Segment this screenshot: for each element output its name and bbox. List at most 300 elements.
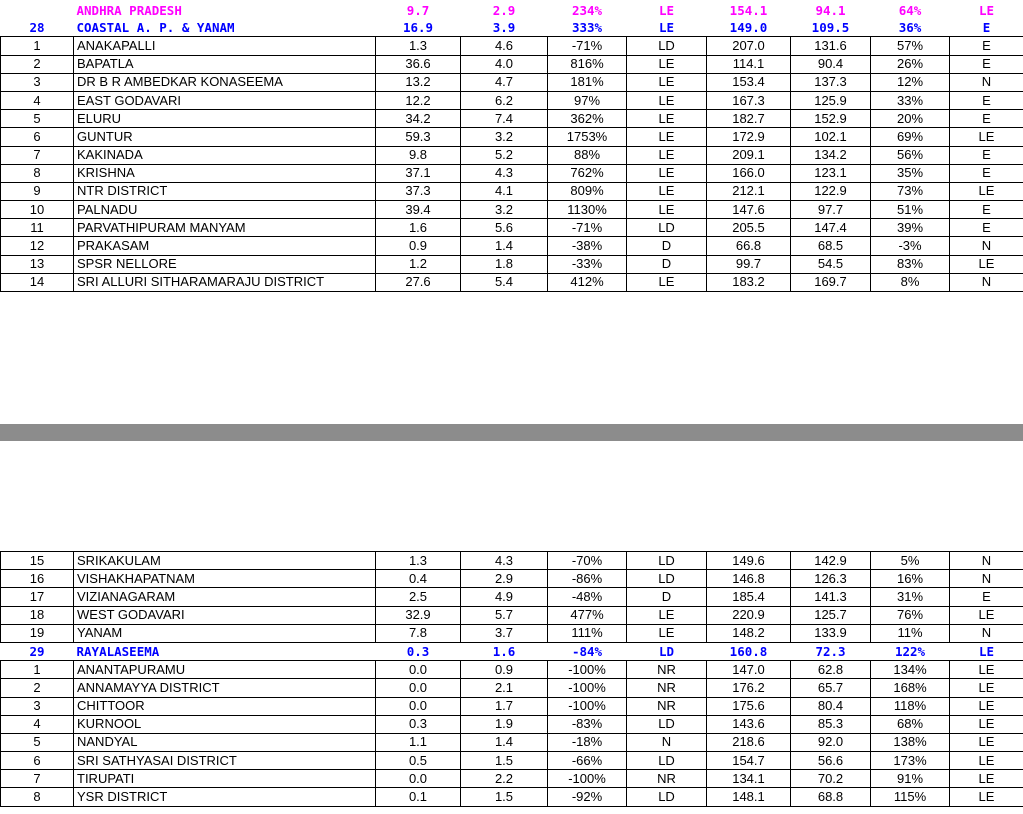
district-name-cell: TIRUPATI [74, 770, 376, 788]
actual-value-cell: 1.3 [376, 37, 461, 55]
cumulative-departure-cell: 134% [871, 661, 950, 679]
departure-percent-cell: -86% [548, 570, 627, 588]
category-cell: LE [627, 273, 707, 291]
category-cell: NR [627, 661, 707, 679]
normal-value-cell: 3.2 [461, 128, 548, 146]
cumulative-category-cell: E [950, 37, 1023, 55]
departure-percent-cell: -100% [548, 770, 627, 788]
actual-value-cell: 2.5 [376, 588, 461, 606]
district-name-cell: KRISHNA [74, 164, 376, 182]
normal-value-cell: 4.7 [461, 73, 548, 91]
cumulative-category-cell: LE [950, 697, 1023, 715]
cumulative-category-cell: N [950, 570, 1023, 588]
departure-percent-cell: -100% [548, 661, 627, 679]
cumulative-departure-cell: 138% [871, 733, 950, 751]
cumulative-departure-cell: 12% [871, 73, 950, 91]
departure-percent-cell: 234% [571, 2, 603, 18]
table-row [1, 237, 1023, 255]
cumulative-departure-cell: 115% [871, 788, 950, 806]
district-name-cell: ANNAMAYYA DISTRICT [74, 679, 376, 697]
serial-number-cell: 28 [29, 19, 45, 35]
cumulative-actual-cell: 148.2 [707, 624, 791, 642]
cumulative-departure-cell: 26% [871, 55, 950, 73]
table-row [1, 606, 1023, 624]
departure-percent-cell: -92% [548, 788, 627, 806]
cumulative-category-cell: LE [978, 2, 995, 18]
actual-value-cell: 37.3 [376, 182, 461, 200]
district-name-cell: GUNTUR [74, 128, 376, 146]
rainfall-table-top [0, 2, 1023, 292]
district-name-cell: YSR DISTRICT [74, 788, 376, 806]
cumulative-category-cell: LE [950, 715, 1023, 733]
cumulative-category-cell: E [950, 146, 1023, 164]
cumulative-actual-cell: 154.1 [729, 2, 768, 18]
cumulative-departure-cell: 57% [871, 37, 950, 55]
table-row [1, 715, 1023, 733]
actual-value-cell: 1.6 [376, 219, 461, 237]
cumulative-category-cell: N [950, 237, 1023, 255]
category-cell: LE [627, 164, 707, 182]
cumulative-normal-cell: 54.5 [791, 255, 871, 273]
normal-value-cell: 5.4 [461, 273, 548, 291]
cumulative-category-cell: E [950, 55, 1023, 73]
district-name-cell: CHITTOOR [74, 697, 376, 715]
cumulative-actual-cell: 166.0 [707, 164, 791, 182]
cumulative-normal-cell: 131.6 [791, 37, 871, 55]
category-cell: LD [627, 37, 707, 55]
cumulative-actual-cell: 160.8 [729, 643, 768, 659]
district-name-cell: NANDYAL [74, 733, 376, 751]
normal-value-cell: 2.1 [461, 679, 548, 697]
cumulative-actual-cell: 149.6 [707, 552, 791, 570]
normal-value-cell: 5.7 [461, 606, 548, 624]
district-name-cell: KURNOOL [74, 715, 376, 733]
cumulative-normal-cell: 141.3 [791, 588, 871, 606]
district-name-cell: PALNADU [74, 201, 376, 219]
cumulative-category-cell: E [950, 91, 1023, 109]
cumulative-actual-cell: 146.8 [707, 570, 791, 588]
cumulative-departure-cell: 35% [871, 164, 950, 182]
serial-number-cell: 7 [1, 146, 74, 164]
cumulative-category-cell: LE [950, 182, 1023, 200]
normal-value-cell: 4.1 [461, 182, 548, 200]
departure-percent-cell: 816% [548, 55, 627, 73]
cumulative-category-cell: E [950, 110, 1023, 128]
cumulative-departure-cell: -3% [871, 237, 950, 255]
district-name-cell: EAST GODAVARI [74, 91, 376, 109]
cumulative-actual-cell: 149.0 [729, 19, 768, 35]
cumulative-category-cell: LE [950, 128, 1023, 146]
cumulative-departure-cell: 11% [871, 624, 950, 642]
table-row [1, 110, 1023, 128]
district-name-cell: RAYALASEEMA [76, 643, 160, 659]
table-row [1, 752, 1023, 770]
cumulative-normal-cell: 85.3 [791, 715, 871, 733]
cumulative-actual-cell: 153.4 [707, 73, 791, 91]
serial-number-cell: 5 [1, 733, 74, 751]
subdivision-row [1, 642, 1023, 660]
actual-value-cell: 1.2 [376, 255, 461, 273]
cumulative-departure-cell: 16% [871, 570, 950, 588]
serial-number-cell: 4 [1, 91, 74, 109]
category-cell: LE [627, 146, 707, 164]
normal-value-cell: 2.2 [461, 770, 548, 788]
cumulative-normal-cell: 125.7 [791, 606, 871, 624]
serial-number-cell: 6 [1, 128, 74, 146]
cumulative-category-cell: LE [978, 643, 995, 659]
cumulative-category-cell: E [950, 219, 1023, 237]
actual-value-cell: 27.6 [376, 273, 461, 291]
normal-value-cell: 1.7 [461, 697, 548, 715]
category-cell: LD [627, 552, 707, 570]
table-row [1, 182, 1023, 200]
actual-value-cell: 0.9 [376, 237, 461, 255]
cumulative-normal-cell: 68.5 [791, 237, 871, 255]
category-cell: LE [627, 110, 707, 128]
departure-percent-cell: -71% [548, 37, 627, 55]
cumulative-category-cell: N [950, 73, 1023, 91]
cumulative-category-cell: E [982, 19, 991, 35]
cumulative-normal-cell: 97.7 [791, 201, 871, 219]
district-name-cell: ANDHRA PRADESH [76, 2, 182, 18]
normal-value-cell: 2.9 [461, 570, 548, 588]
serial-number-cell: 14 [1, 273, 74, 291]
table-row [1, 201, 1023, 219]
category-cell: LE [627, 128, 707, 146]
cumulative-actual-cell: 209.1 [707, 146, 791, 164]
departure-percent-cell: -70% [548, 552, 627, 570]
departure-percent-cell: -18% [548, 733, 627, 751]
cumulative-category-cell: E [950, 201, 1023, 219]
cumulative-category-cell: LE [950, 606, 1023, 624]
cumulative-departure-cell: 39% [871, 219, 950, 237]
actual-value-cell: 39.4 [376, 201, 461, 219]
cumulative-normal-cell: 123.1 [791, 164, 871, 182]
table-row [1, 770, 1023, 788]
cumulative-departure-cell: 68% [871, 715, 950, 733]
serial-number-cell: 9 [1, 182, 74, 200]
actual-value-cell: 0.3 [376, 715, 461, 733]
serial-number-cell: 1 [1, 661, 74, 679]
category-cell: LD [627, 788, 707, 806]
category-cell: LD [627, 715, 707, 733]
actual-value-cell: 9.7 [406, 2, 430, 18]
district-name-cell: SRI ALLURI SITHARAMARAJU DISTRICT [74, 273, 376, 291]
category-cell: LE [627, 182, 707, 200]
cumulative-departure-cell: 83% [871, 255, 950, 273]
serial-number-cell: 1 [1, 37, 74, 55]
state-total-row [1, 2, 1023, 19]
district-name-cell: ELURU [74, 110, 376, 128]
departure-percent-cell: 111% [548, 624, 627, 642]
cumulative-category-cell: E [950, 588, 1023, 606]
normal-value-cell: 2.9 [492, 2, 516, 18]
category-cell: LE [627, 73, 707, 91]
cumulative-normal-cell: 109.5 [811, 19, 850, 35]
serial-number-cell: 7 [1, 770, 74, 788]
cumulative-actual-cell: 185.4 [707, 588, 791, 606]
serial-number-cell: 13 [1, 255, 74, 273]
serial-number-cell: 12 [1, 237, 74, 255]
district-name-cell: PARVATHIPURAM MANYAM [74, 219, 376, 237]
actual-value-cell: 32.9 [376, 606, 461, 624]
table-row [1, 55, 1023, 73]
actual-value-cell: 12.2 [376, 91, 461, 109]
page-separator-band [0, 424, 1023, 441]
cumulative-normal-cell: 62.8 [791, 661, 871, 679]
cumulative-actual-cell: 182.7 [707, 110, 791, 128]
table-row [1, 91, 1023, 109]
serial-number-cell: 4 [1, 715, 74, 733]
normal-value-cell: 0.9 [461, 661, 548, 679]
cumulative-normal-cell: 70.2 [791, 770, 871, 788]
district-name-cell: COASTAL A. P. & YANAM [76, 19, 235, 35]
normal-value-cell: 3.2 [461, 201, 548, 219]
table-row [1, 219, 1023, 237]
actual-value-cell: 59.3 [376, 128, 461, 146]
cumulative-normal-cell: 142.9 [791, 552, 871, 570]
normal-value-cell: 4.3 [461, 552, 548, 570]
category-cell: LD [658, 643, 675, 659]
category-cell: NR [627, 697, 707, 715]
district-name-cell: SPSR NELLORE [74, 255, 376, 273]
departure-percent-cell: -48% [548, 588, 627, 606]
cumulative-actual-cell: 66.8 [707, 237, 791, 255]
cumulative-category-cell: N [950, 552, 1023, 570]
cumulative-departure-cell: 64% [898, 2, 922, 18]
category-cell: NR [627, 679, 707, 697]
cumulative-actual-cell: 147.6 [707, 201, 791, 219]
cumulative-departure-cell: 173% [871, 752, 950, 770]
cumulative-normal-cell: 65.7 [791, 679, 871, 697]
table-row [1, 552, 1023, 570]
subdivision-row [1, 19, 1023, 37]
normal-value-cell: 3.9 [492, 19, 516, 35]
category-cell: LE [627, 624, 707, 642]
normal-value-cell: 4.0 [461, 55, 548, 73]
serial-number-cell: 10 [1, 201, 74, 219]
cumulative-normal-cell: 126.3 [791, 570, 871, 588]
category-cell: LE [627, 606, 707, 624]
table-row [1, 788, 1023, 806]
cumulative-normal-cell: 147.4 [791, 219, 871, 237]
cumulative-actual-cell: 99.7 [707, 255, 791, 273]
actual-value-cell: 13.2 [376, 73, 461, 91]
departure-percent-cell: 1753% [548, 128, 627, 146]
cumulative-departure-cell: 36% [898, 19, 922, 35]
category-cell: D [627, 237, 707, 255]
cumulative-normal-cell: 68.8 [791, 788, 871, 806]
table-row [1, 37, 1023, 55]
table-row [1, 624, 1023, 642]
departure-percent-cell: 362% [548, 110, 627, 128]
normal-value-cell: 5.2 [461, 146, 548, 164]
serial-number-cell: 17 [1, 588, 74, 606]
district-name-cell: ANAKAPALLI [74, 37, 376, 55]
cumulative-normal-cell: 134.2 [791, 146, 871, 164]
district-name-cell: PRAKASAM [74, 237, 376, 255]
normal-value-cell: 3.7 [461, 624, 548, 642]
departure-percent-cell: 88% [548, 146, 627, 164]
normal-value-cell: 4.6 [461, 37, 548, 55]
normal-value-cell: 7.4 [461, 110, 548, 128]
cumulative-actual-cell: 134.1 [707, 770, 791, 788]
serial-number-cell [1, 2, 74, 19]
cumulative-normal-cell: 94.1 [815, 2, 846, 18]
district-name-cell: DR B R AMBEDKAR KONASEEMA [74, 73, 376, 91]
actual-value-cell: 9.8 [376, 146, 461, 164]
cumulative-departure-cell: 73% [871, 182, 950, 200]
category-cell: LD [627, 752, 707, 770]
cumulative-category-cell: LE [950, 661, 1023, 679]
category-cell: LE [627, 91, 707, 109]
cumulative-actual-cell: 205.5 [707, 219, 791, 237]
cumulative-actual-cell: 212.1 [707, 182, 791, 200]
category-cell: LE [658, 19, 675, 35]
serial-number-cell: 18 [1, 606, 74, 624]
departure-percent-cell: 412% [548, 273, 627, 291]
table-row [1, 73, 1023, 91]
actual-value-cell: 7.8 [376, 624, 461, 642]
cumulative-actual-cell: 172.9 [707, 128, 791, 146]
departure-percent-cell: 762% [548, 164, 627, 182]
district-name-cell: KAKINADA [74, 146, 376, 164]
table-row [1, 733, 1023, 751]
category-cell: LE [627, 55, 707, 73]
category-cell: NR [627, 770, 707, 788]
cumulative-actual-cell: 154.7 [707, 752, 791, 770]
normal-value-cell: 1.4 [461, 237, 548, 255]
table-row [1, 679, 1023, 697]
cumulative-category-cell: N [950, 273, 1023, 291]
category-cell: D [627, 255, 707, 273]
cumulative-actual-cell: 220.9 [707, 606, 791, 624]
district-name-cell: NTR DISTRICT [74, 182, 376, 200]
category-cell: D [627, 588, 707, 606]
cumulative-departure-cell: 31% [871, 588, 950, 606]
actual-value-cell: 37.1 [376, 164, 461, 182]
normal-value-cell: 6.2 [461, 91, 548, 109]
actual-value-cell: 0.0 [376, 697, 461, 715]
actual-value-cell: 0.4 [376, 570, 461, 588]
actual-value-cell: 16.9 [402, 19, 434, 35]
normal-value-cell: 4.9 [461, 588, 548, 606]
cumulative-category-cell: LE [950, 733, 1023, 751]
category-cell: LD [627, 219, 707, 237]
table-row [1, 588, 1023, 606]
cumulative-departure-cell: 69% [871, 128, 950, 146]
actual-value-cell: 36.6 [376, 55, 461, 73]
cumulative-actual-cell: 175.6 [707, 697, 791, 715]
serial-number-cell: 2 [1, 679, 74, 697]
cumulative-departure-cell: 20% [871, 110, 950, 128]
cumulative-actual-cell: 114.1 [707, 55, 791, 73]
cumulative-actual-cell: 148.1 [707, 788, 791, 806]
district-name-cell: VIZIANAGARAM [74, 588, 376, 606]
serial-number-cell: 2 [1, 55, 74, 73]
cumulative-departure-cell: 76% [871, 606, 950, 624]
serial-number-cell: 5 [1, 110, 74, 128]
departure-percent-cell: 333% [571, 19, 603, 35]
table-row [1, 697, 1023, 715]
cumulative-normal-cell: 133.9 [791, 624, 871, 642]
category-cell: N [627, 733, 707, 751]
table-row [1, 255, 1023, 273]
actual-value-cell: 0.0 [376, 679, 461, 697]
normal-value-cell: 4.3 [461, 164, 548, 182]
cumulative-normal-cell: 122.9 [791, 182, 871, 200]
table-row [1, 128, 1023, 146]
table-row [1, 570, 1023, 588]
cumulative-normal-cell: 102.1 [791, 128, 871, 146]
cumulative-category-cell: LE [950, 255, 1023, 273]
actual-value-cell: 0.5 [376, 752, 461, 770]
cumulative-actual-cell: 207.0 [707, 37, 791, 55]
cumulative-departure-cell: 5% [871, 552, 950, 570]
departure-percent-cell: 1130% [548, 201, 627, 219]
cumulative-category-cell: LE [950, 770, 1023, 788]
district-name-cell: BAPATLA [74, 55, 376, 73]
cumulative-departure-cell: 91% [871, 770, 950, 788]
serial-number-cell: 3 [1, 73, 74, 91]
cumulative-actual-cell: 143.6 [707, 715, 791, 733]
departure-percent-cell: 477% [548, 606, 627, 624]
table-row [1, 273, 1023, 291]
cumulative-category-cell: LE [950, 679, 1023, 697]
actual-value-cell: 34.2 [376, 110, 461, 128]
departure-percent-cell: 809% [548, 182, 627, 200]
cumulative-normal-cell: 92.0 [791, 733, 871, 751]
cumulative-normal-cell: 169.7 [791, 273, 871, 291]
cumulative-normal-cell: 80.4 [791, 697, 871, 715]
departure-percent-cell: -38% [548, 237, 627, 255]
departure-percent-cell: -100% [548, 697, 627, 715]
cumulative-actual-cell: 218.6 [707, 733, 791, 751]
cumulative-departure-cell: 122% [894, 643, 926, 659]
cumulative-departure-cell: 8% [871, 273, 950, 291]
departure-percent-cell: -71% [548, 219, 627, 237]
table-row [1, 164, 1023, 182]
district-name-cell: ANANTAPURAMU [74, 661, 376, 679]
departure-percent-cell: 181% [548, 73, 627, 91]
serial-number-cell: 16 [1, 570, 74, 588]
normal-value-cell: 5.6 [461, 219, 548, 237]
cumulative-actual-cell: 176.2 [707, 679, 791, 697]
serial-number-cell: 8 [1, 164, 74, 182]
normal-value-cell: 1.5 [461, 752, 548, 770]
serial-number-cell: 19 [1, 624, 74, 642]
serial-number-cell: 29 [29, 643, 45, 659]
category-cell: LE [627, 201, 707, 219]
normal-value-cell: 1.4 [461, 733, 548, 751]
table-row [1, 146, 1023, 164]
normal-value-cell: 1.9 [461, 715, 548, 733]
actual-value-cell: 0.0 [376, 661, 461, 679]
district-name-cell: SRIKAKULAM [74, 552, 376, 570]
district-name-cell: SRI SATHYASAI DISTRICT [74, 752, 376, 770]
cumulative-actual-cell: 183.2 [707, 273, 791, 291]
cumulative-normal-cell: 90.4 [791, 55, 871, 73]
departure-percent-cell: 97% [548, 91, 627, 109]
category-cell: LD [627, 570, 707, 588]
district-name-cell: WEST GODAVARI [74, 606, 376, 624]
departure-percent-cell: -83% [548, 715, 627, 733]
cumulative-normal-cell: 56.6 [791, 752, 871, 770]
serial-number-cell: 15 [1, 552, 74, 570]
cumulative-departure-cell: 56% [871, 146, 950, 164]
cumulative-departure-cell: 51% [871, 201, 950, 219]
actual-value-cell: 0.0 [376, 770, 461, 788]
